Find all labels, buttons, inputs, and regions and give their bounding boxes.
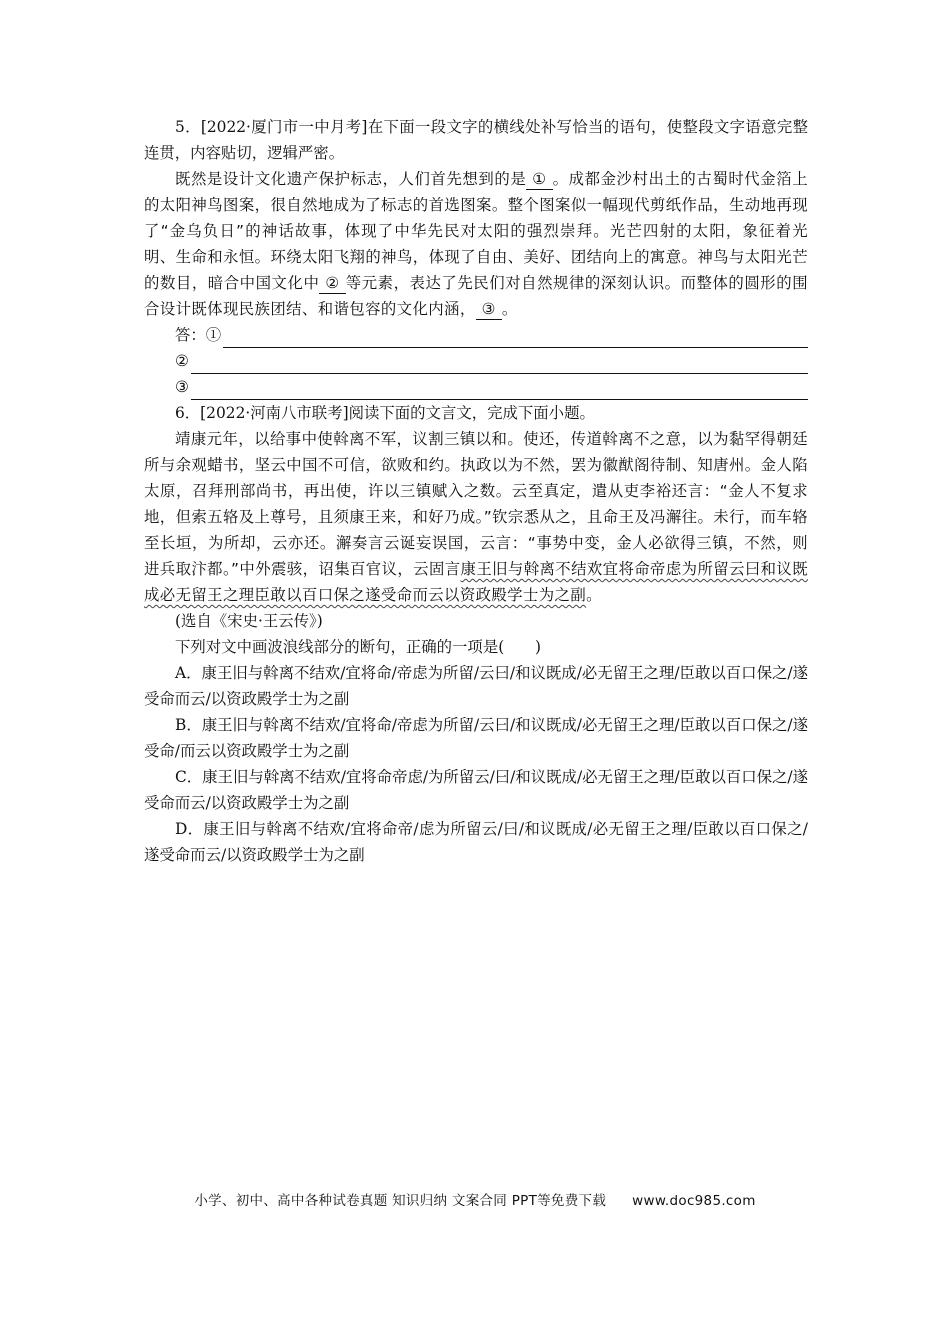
q5-blank-3: ③ xyxy=(476,299,502,320)
q5-answer-line-1 xyxy=(144,322,808,348)
q6-header: 6．[2022·河南八市联考]阅读下面的文言文，完成下面小题。 xyxy=(175,404,595,422)
q6-source: (选自《宋史·王云传》) xyxy=(175,612,323,630)
q5-answer-label-3: ③ xyxy=(175,378,189,396)
q5-answer-label-2: ② xyxy=(175,352,189,370)
q6-wavy-underlined-text: 康王旧与斡离不结欢宜将命帝虑为所留云曰和议既成必无留王之理臣敢以百口保之遂受命而云以资政殿学士为之副 xyxy=(144,560,808,604)
q5-passage xyxy=(144,166,808,322)
q5-blank-1: ① xyxy=(526,169,552,190)
q5-answer-label-1: 答：① xyxy=(175,326,222,344)
q5-passage-part-d: 。 xyxy=(501,300,518,318)
q5-passage-part-c: 等元素，表达了先民们对自然规律的深刻认识。而整体的圆形的围合设计既体现民族团结、和谐包容的文化内涵， xyxy=(144,274,808,318)
footer-text: 小学、初中、高中各种试卷真题 知识归纳 文案合同 PPT等免费下载 xyxy=(194,1193,607,1209)
q6-option-a: A．康王旧与斡离不结欢/宜将命/帝虑为所留/云曰/和议既成/必无留王之理/臣敢以百口保之/遂受命而云/以资政殿学士为之副 xyxy=(144,664,808,708)
page-footer xyxy=(0,1189,950,1209)
q6-question: 下列对文中画波浪线部分的断句，正确的一项是( ) xyxy=(175,638,541,656)
q6-option-d: D．康王旧与斡离不结欢/宜将命帝/虑为所留云/曰/和议既成/必无留王之理/臣敢以百口保之/遂受命而云/以资政殿学士为之副 xyxy=(144,820,808,864)
q5-answer-line-3 xyxy=(144,374,808,400)
answer-rule xyxy=(191,355,808,374)
q5-passage-part-b: 。成都金沙村出土的古蜀时代金箔上的太阳神鸟图案，很自然地成为了标志的首选图案。整个图案似一幅现代剪纸作品，生动地再现了“金乌负日”的神话故事，体现了中华先民对太阳的强烈崇拜。光芒四射的太阳，象征着光明、生命和永恒。环绕太阳飞翔的神鸟，体现了自由、美好、团结向上的寓意。神鸟与太阳光芒的数目，暗合中国文化中 xyxy=(144,170,808,292)
document-body xyxy=(144,114,808,868)
q5-passage-part-a: 既然是设计文化遗产保护标志，人们首先想到的是 xyxy=(175,170,527,188)
q5-header: 5．[2022·厦门市一中月考]在下面一段文字的横线处补写恰当的语句，使整段文字语意完整连贯，内容贴切，逻辑严密。 xyxy=(144,118,808,162)
q6-option-c: C．康王旧与斡离不结欢/宜将命帝虑/为所留云/曰/和议既成/必无留王之理/臣敢以百口保之/遂受命而云/以资政殿学士为之副 xyxy=(144,768,808,812)
footer-url: www.doc985.com xyxy=(632,1193,756,1209)
answer-rule xyxy=(191,381,808,400)
q6-passage-end: 。 xyxy=(586,586,602,604)
answer-rule xyxy=(223,329,808,348)
q6-passage xyxy=(144,426,808,608)
q5-answer-line-2 xyxy=(144,348,808,374)
q6-option-b: B．康王旧与斡离不结欢/宜将命/帝虑为所留/云曰/和议既成/必无留王之理/臣敢以百口保之/遂受命/而云以资政殿学士为之副 xyxy=(144,716,808,760)
q5-blank-2: ② xyxy=(319,273,345,294)
q6-passage-text: 靖康元年，以给事中使斡离不军，议割三镇以和。使还，传道斡离不之意，以为黏罕得朝廷所与余观蜡书，坚云中国不可信，欲败和约。执政以为不然，罢为徽猷阁待制、知唐州。金人陷太原，召拜刑部尚书，再出使，许以三镇赋入之数。云至真定，遣从吏李裕还言：“金人不复求地，但索五辂及上尊号，且须康王来，和好乃成。”钦宗悉从之，且命王及冯澥往。未行，而车辂至长垣，为所却，云亦还。澥奏言云诞妄误国，云言：“事势中变，金人必欲得三镇，不然，则进兵取汴都。”中外震骇，诏集百官议，云固言 xyxy=(144,430,808,578)
